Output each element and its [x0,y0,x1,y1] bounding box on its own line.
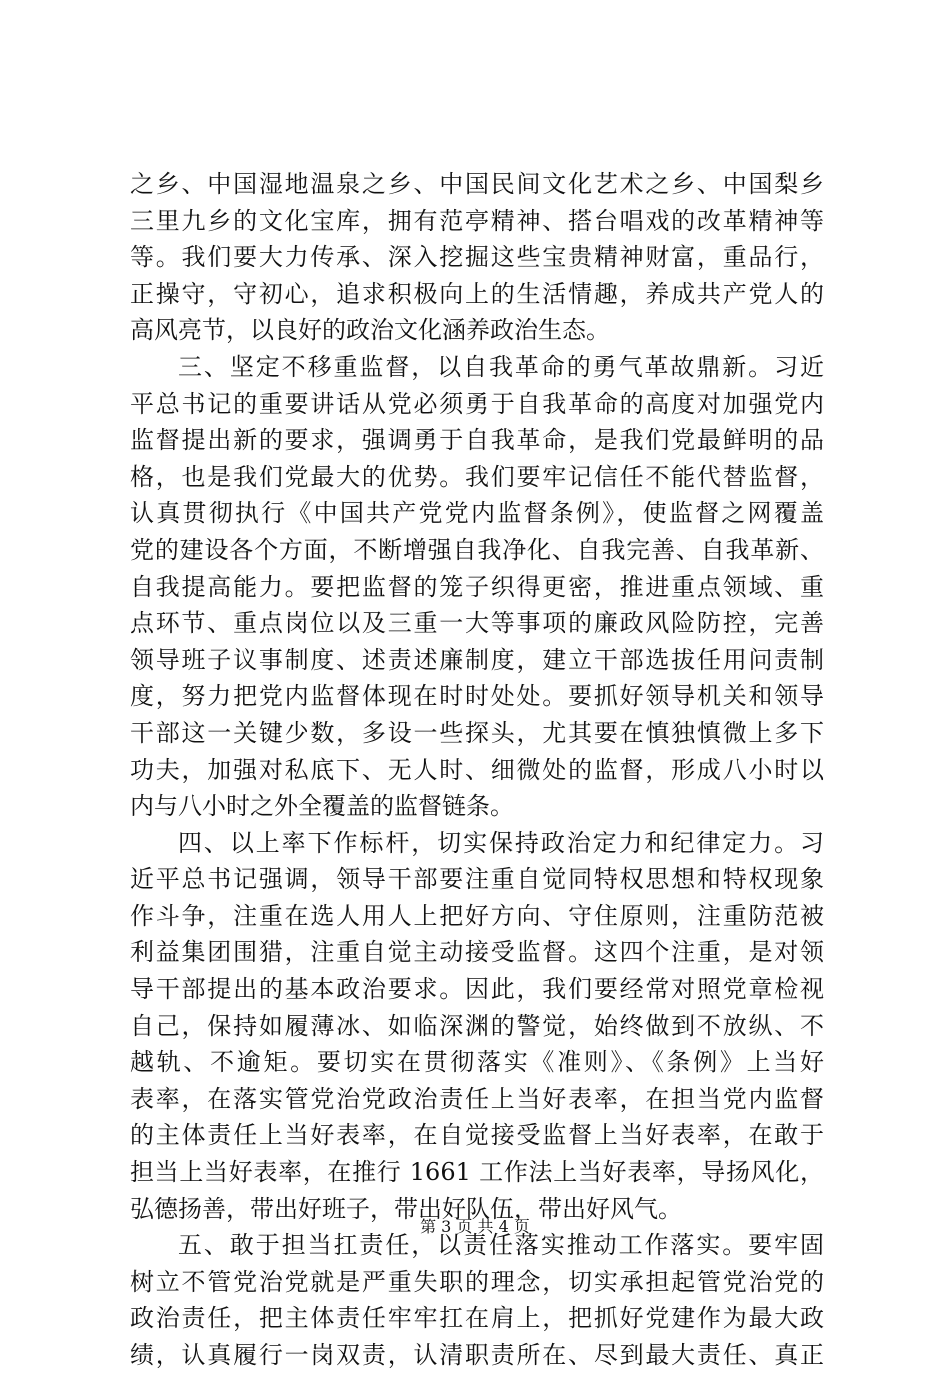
text-line: 树立不管党治党就是严重失职的理念，切实承担起管党治党的 [130,1267,824,1296]
text-line: 等。我们要大力传承、深入挖掘这些宝贵精神财富，重品行， [130,243,824,272]
text-line: 党的建设各个方面，不断增强自我净化、自我完善、自我革新、 [130,535,824,564]
text-line: 表率，在落实管党治党政治责任上当好表率，在担当党内监督 [130,1084,824,1113]
text-line: 内与八小时之外全覆盖的监督链条。 [130,792,514,821]
text-line: 度，努力把党内监督体现在时时处处。要抓好领导机关和领导 [130,682,824,711]
page-footer: 第 3 页 共 4 页 [420,1217,530,1236]
text-line: 正操守，守初心，追求积极向上的生活情趣，养成共产党人的 [130,279,824,308]
text-line: 五、敢于担当扛责任，以责任落实推动工作落实。要牢固 [178,1231,824,1260]
text-line: 监督提出新的要求，强调勇于自我革命，是我们党最鲜明的品 [130,426,824,455]
text-line: 高风亮节，以良好的政治文化涵养政治生态。 [130,316,610,345]
text-line: 四、以上率下作标杆，切实保持政治定力和纪律定力。习 [178,828,824,857]
text-line: 担当上当好表率，在推行 1661 工作法上当好表率，导扬风化， [130,1158,824,1187]
text-line: 干部这一关键少数，多设一些探头，尤其要在慎独慎微上多下 [130,718,824,747]
text-line: 政治责任，把主体责任牢牢扛在肩上，把抓好党建作为最大政 [130,1304,824,1333]
text-line: 三里九乡的文化宝库，拥有范亭精神、搭台唱戏的改革精神等 [130,206,824,235]
text-line: 作斗争，注重在选人用人上把好方向、守住原则，注重防范被 [130,901,824,930]
text-line: 格，也是我们党最大的优势。我们要牢记信任不能代替监督， [130,462,824,491]
text-line: 平总书记的重要讲话从党必须勇于自我革命的高度对加强党内 [130,389,824,418]
text-line: 点环节、重点岗位以及三重一大等事项的廉政风险防控，完善 [130,609,824,638]
text-line: 三、坚定不移重监督，以自我革命的勇气革故鼎新。习近 [178,352,824,381]
text-line: 导干部提出的基本政治要求。因此，我们要经常对照党章检视 [130,975,824,1004]
text-line: 绩，认真履行一岗双责，认清职责所在、尽到最大责任、真正 [130,1341,824,1369]
text-line: 领导班子议事制度、述责述廉制度，建立干部选拔任用问责制 [130,645,824,674]
text-line: 自己，保持如履薄冰、如临深渊的警觉，始终做到不放纵、不 [130,1011,824,1040]
text-line: 自我提高能力。要把监督的笼子织得更密，推进重点领域、重 [130,572,824,601]
text-line: 之乡、中国湿地温泉之乡、中国民间文化艺术之乡、中国梨乡 [130,170,824,198]
text-line: 弘德扬善，带出好班子，带出好队伍，带出好风气。 [130,1194,682,1223]
text-line: 功夫，加强对私底下、无人时、细微处的监督，形成八小时以 [130,755,824,784]
text-line: 的主体责任上当好表率，在自觉接受监督上当好表率，在敢于 [130,1121,824,1150]
text-line: 近平总书记强调，领导干部要注重自觉同特权思想和特权现象 [130,865,824,894]
text-line: 认真贯彻执行《中国共产党党内监督条例》，使监督之网覆盖 [130,499,824,528]
text-line: 利益集团围猎，注重自觉主动接受监督。这四个注重，是对领 [130,938,824,967]
text-line: 越轨、不逾矩。要切实在贯彻落实《准则》、《条例》上当好 [130,1048,824,1077]
body-text [130,166,824,1374]
